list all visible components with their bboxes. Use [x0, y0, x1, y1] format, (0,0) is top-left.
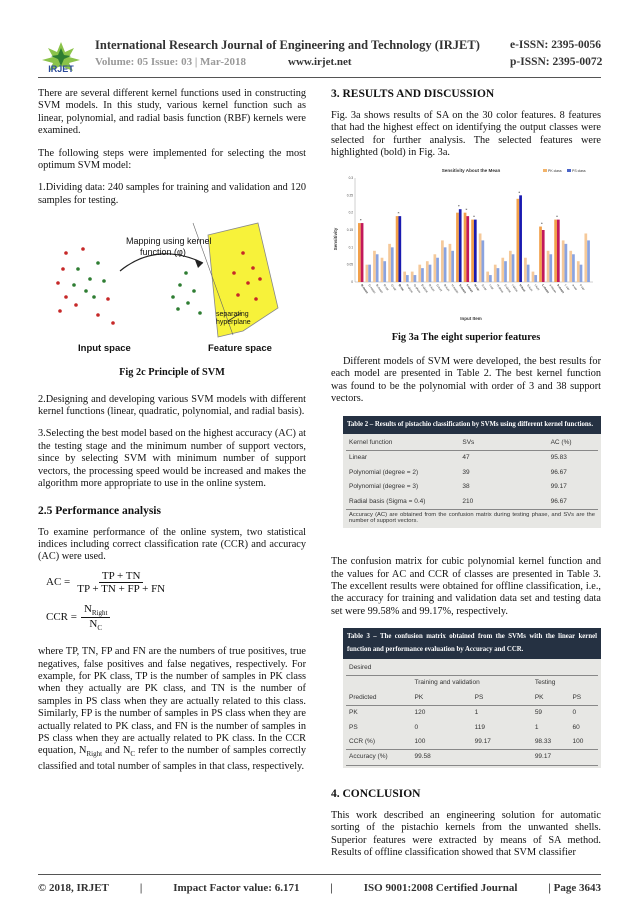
ps-bar — [587, 240, 590, 282]
legend-label: PK class — [548, 168, 562, 173]
x-tick-label: S-skew — [503, 282, 513, 293]
mapping-label: Mapping using kernel function (φ) — [126, 236, 212, 258]
fig2c-figure — [38, 213, 306, 363]
ps-bar — [383, 261, 386, 282]
pk-bar — [479, 233, 482, 282]
ps-bar — [481, 240, 484, 282]
x-tick-label: H-var — [473, 282, 481, 292]
paragraph: The following steps were implemented for selecting the most optimum SVM model: — [38, 147, 306, 172]
ps-bar — [459, 209, 462, 282]
paragraph: This work described an engineering solution for automatic sorting of the pistachio kernels from the unwanted shells. Superior features were extracted by means of SA method. Results of offline classification showed that SVM classifier — [331, 809, 601, 858]
table-row: PK 120 1 59 0 — [349, 709, 577, 717]
pk-bar — [433, 254, 436, 282]
equation-ccr: CCR = $N_{Right}$ $N_C$ — [46, 603, 306, 632]
table-row: Accuracy (%) 99.58 99.17 — [346, 750, 598, 765]
x-tick-label: H-kurt — [518, 282, 527, 293]
highlight-marker: * — [472, 214, 475, 220]
x-tick-label: G-mean — [367, 282, 377, 294]
table-3-grid — [346, 661, 598, 766]
pk-bar — [418, 264, 421, 281]
table-header: PK — [534, 693, 544, 701]
table-row: PS 0 119 1 60 — [349, 723, 580, 731]
pk-bar — [524, 257, 527, 281]
ps-bar — [429, 264, 432, 281]
ps-bar — [391, 247, 394, 282]
pk-bar — [554, 219, 557, 281]
copyright: © 2018, IRJET — [38, 882, 109, 894]
paragraph: 1.Dividing data: 240 samples for training and validation and 120 samples for testing. — [38, 182, 306, 206]
x-tick-label: S-var — [480, 282, 488, 291]
paragraph: 3.Selecting the best model based on the highest accuracy (AC) at the testing stage and the minimum number of support vectors, since by selecting SVM with minimum number of support vectors, the processing speed would be increased and makes the algorithm more appropriate to use in the online system. — [38, 428, 306, 490]
pk-bar — [373, 250, 376, 281]
x-tick-label: L-var — [563, 282, 571, 291]
ps-bar — [572, 254, 575, 282]
table-row: Linear 47 95.83 — [349, 454, 567, 462]
journal-website[interactable]: www.irjet.net — [288, 56, 352, 68]
fig3a-chart — [331, 164, 601, 324]
highlight-marker: * — [555, 214, 558, 220]
table-row: Polynomial (degree = 3) 38 99.17 — [349, 483, 567, 491]
ps-bar — [451, 250, 454, 281]
logo-text: IRJET — [48, 64, 74, 74]
pk-bar — [577, 261, 580, 282]
table-2-grid — [346, 436, 598, 510]
pk-bar — [532, 271, 535, 281]
ps-bar — [489, 275, 492, 282]
paragraph: 2.Designing and developing various SVM models with different kernel functions (linear, quadratic, polynomial, and radial basis). — [38, 393, 306, 418]
x-tick-label: b-var — [578, 282, 586, 291]
table-row: Radial basis (Sigma = 0.4) 210 96.67 — [346, 495, 598, 510]
impact-factor: Impact Factor value: 6.171 — [173, 882, 300, 894]
table-row: Polynomial (degree = 2) 39 96.67 — [349, 468, 567, 476]
ps-bar — [421, 268, 424, 282]
pk-bar — [381, 257, 384, 281]
highlight-marker: * — [518, 189, 521, 195]
left-column — [38, 88, 306, 783]
footer-sep: | — [139, 882, 143, 894]
pk-bar — [358, 223, 361, 282]
pk-bar — [584, 233, 587, 282]
pk-bar — [441, 240, 444, 282]
pk-bar — [494, 264, 497, 281]
ps-bar — [406, 275, 409, 282]
journal-title: International Research Journal of Engineering and Technology (IRJET) — [95, 38, 480, 52]
table-header: Testing — [534, 679, 556, 687]
table-row: CCR (%) 100 99.17 98.33 100 — [346, 735, 598, 750]
page-number: | Page 3643 — [548, 882, 601, 894]
highlight-marker: * — [457, 203, 460, 209]
x-tick-label: b-mean — [556, 282, 566, 294]
input-space-label: Input space — [78, 343, 131, 355]
paragraph: To examine performance of the online system, two statistical indices including correct classification rate (CCR) and accuracy (AC) were used. — [38, 526, 306, 563]
x-tick-label: B-kurt — [442, 282, 451, 292]
pk-bar — [449, 243, 452, 281]
page-header — [0, 0, 638, 80]
ps-bar — [519, 195, 522, 282]
footer-rule — [38, 874, 601, 875]
chart-bars — [358, 190, 590, 282]
x-tick-label: B-mean — [374, 282, 385, 294]
table-header: PS — [474, 693, 484, 701]
x-tick-label: a-var — [571, 282, 579, 291]
pk-bar — [411, 271, 414, 281]
e-issn: e-ISSN: 2395-0056 — [510, 39, 602, 51]
x-tick-label: G-var — [390, 282, 398, 292]
x-tick-label: B-skew — [420, 282, 430, 293]
table-header: Predicted — [349, 693, 377, 701]
ps-bar — [542, 230, 545, 282]
x-tick-label: B-var — [397, 282, 406, 292]
pk-bar — [456, 212, 459, 281]
y-tick-label: 0 — [351, 279, 353, 284]
ps-bar — [474, 219, 477, 281]
equation-ac: AC = $\frac{TP + TN}{TP + TN + FP + FN}$ — [46, 569, 166, 595]
ps-bar — [580, 264, 583, 281]
ps-bar — [565, 243, 568, 281]
input-space-points — [56, 247, 115, 325]
x-tick-label: R-mean — [359, 282, 370, 294]
x-tick-label: I-mean — [465, 282, 475, 293]
x-tick-label: R-kurt — [427, 282, 436, 292]
ps-bar — [398, 216, 401, 282]
section-heading-3: 3. RESULTS AND DISCUSSION — [331, 88, 495, 100]
right-column — [331, 88, 601, 869]
section-heading-4: 4. CONCLUSION — [331, 787, 421, 800]
ps-bar — [436, 257, 439, 281]
table-2-note: Accuracy (AC) are obtained from the confusion matrix during testing phase, and SVs are the number of support vectors. — [349, 512, 595, 525]
header-rule — [38, 77, 601, 78]
y-tick-label: 0.15 — [346, 227, 353, 232]
pk-bar — [509, 250, 512, 281]
ps-bar — [376, 254, 379, 282]
y-tick-label: 0.3 — [348, 175, 353, 180]
x-tick-label: H-skew — [495, 282, 505, 294]
ps-bar — [361, 223, 364, 282]
chart-legend — [543, 169, 586, 173]
x-tick-label: R-var — [382, 282, 390, 291]
legend-swatch — [567, 169, 571, 172]
table-header: PS — [572, 693, 582, 701]
x-tick-label: S-kurt — [525, 282, 534, 292]
x-tick-label: S-mean — [458, 282, 468, 294]
p-issn: p-ISSN: 2395-0072 — [510, 56, 603, 68]
ps-bar — [549, 254, 552, 282]
pk-bar — [426, 261, 429, 282]
x-tick-label: R-skew — [405, 282, 414, 294]
ps-bar — [444, 247, 447, 282]
table-header: Training and validation — [414, 679, 480, 687]
pk-bar — [569, 250, 572, 281]
highlight-marker: * — [359, 217, 362, 223]
pk-bar — [562, 240, 565, 282]
table-header: Desired — [346, 661, 598, 676]
table-2-title: Table 2 – Results of pistachio classification by SVMs using different kernel functions. — [343, 416, 601, 434]
ps-bar — [557, 219, 560, 281]
hyperplane-label: separating hyperplane — [216, 311, 251, 327]
ps-bar — [512, 254, 515, 282]
ps-bar — [504, 261, 507, 282]
table-header: Kernel function — [349, 439, 393, 447]
volume-issue: Volume: 05 Issue: 03 | Mar-2018 — [95, 56, 247, 68]
chart-xticks — [360, 283, 586, 294]
table-3-title: Table 3 – The confusion matrix obtained from the SVMs with the linear kernel function and performance evaluation by Accuracy and CCR. — [343, 628, 601, 659]
page-footer — [38, 882, 601, 894]
pk-bar — [366, 264, 369, 281]
pk-bar — [396, 216, 399, 282]
y-tick-label: 0.1 — [348, 244, 353, 249]
x-tick-label: I-kurt — [533, 282, 541, 291]
pk-bar — [388, 243, 391, 281]
iso-cert: ISO 9001:2008 Certified Journal — [363, 882, 518, 894]
table-header: AC (%) — [550, 439, 572, 447]
fig2c-caption: Fig 2c Principle of SVM — [119, 367, 225, 379]
pk-bar — [486, 271, 489, 281]
table-3 — [343, 628, 601, 768]
chart-xlabel: Input Item — [460, 315, 482, 321]
sensitivity-chart — [331, 164, 601, 324]
y-tick-label: 0.2 — [348, 210, 353, 215]
y-tick-label: 0.25 — [346, 192, 353, 197]
pk-bar — [464, 212, 467, 281]
x-tick-label: I-skew — [510, 282, 519, 293]
y-tick-label: 0.05 — [346, 262, 353, 267]
pk-bar — [539, 226, 542, 281]
table-header: PK — [414, 693, 424, 701]
paragraph: There are several different kernel functions used in constructing SVM models. In this study, various kernel function such as linear, polynomial, and radial basis function (RBF) kernels were examined. — [38, 88, 306, 137]
pk-bar — [517, 198, 520, 281]
paragraph: The confusion matrix for cubic polynomial kernel function and the values for AC and CCR of classes are presented in Table 3. The excellent results were obtained for offline classification, i.e., the accuracy for training and validation data set and testing data set were 99.58% and 99.17%, respectively. — [331, 556, 601, 617]
paragraph: Different models of SVM were developed, the best results for each model are presented in Table 2. The best kernel function was found to be the polynomial with order of 3 and 38 support vectors. — [331, 356, 601, 405]
ps-bar — [466, 216, 469, 282]
x-tick-label: a-mean — [548, 282, 558, 294]
x-tick-label: L-mean — [541, 282, 551, 294]
pk-bar — [403, 271, 406, 281]
ps-bar — [368, 264, 371, 281]
table-header: SVs — [462, 439, 475, 447]
feature-space-label: Feature space — [208, 343, 272, 355]
legend-swatch — [543, 169, 547, 172]
pk-bar — [471, 219, 474, 281]
chart-title: Sensitivity About the Mean — [441, 167, 501, 173]
highlight-marker: * — [540, 221, 543, 227]
ps-bar — [534, 275, 537, 282]
ps-bar — [497, 268, 500, 282]
x-tick-label: G-skew — [412, 282, 422, 294]
pk-bar — [547, 250, 550, 281]
x-tick-label: I-var — [488, 282, 495, 290]
paragraph: Fig. 3a shows results of SA on the 30 color features. 8 features that had the highest effect on identifying the output classes were selected for further analysis. The selected features were highlighted (bold) in Fig. 3a. — [331, 110, 601, 159]
highlight-marker: * — [397, 210, 400, 216]
footer-sep: | — [330, 882, 333, 894]
chart-ylabel: Sensitivity — [333, 227, 338, 250]
x-tick-label: H-mean — [450, 282, 460, 294]
table-2 — [343, 416, 601, 528]
section-heading-2-5: 2.5 Performance analysis — [38, 504, 161, 517]
legend-label: PS class — [572, 168, 586, 173]
ps-bar — [527, 264, 530, 281]
highlight-marker: * — [465, 207, 468, 213]
fig3a-caption: Fig 3a The eight superior features — [391, 331, 541, 343]
paragraph: where TP, TN, FP and FN are the numbers of true positives, true negatives, false positives and false negatives, respectively. For example, for PK class, TP is the number of samples in PK class when they actually are PK class, and TN is the number of samples in PS class when they are actually related to this class. Similarly, FP is the number of samples in PS class when they are actually related to PK class, and FN is the number of samples in PS class when they are actually related to PK class. In the CCR equation, $N_{Right}$ and $N_C$ refer to the number of samples correctly classified and total number of samples in that class, respectively. — [38, 646, 306, 772]
pk-bar — [501, 257, 504, 281]
ps-bar — [414, 275, 417, 282]
x-tick-label: G-kurt — [435, 282, 444, 292]
